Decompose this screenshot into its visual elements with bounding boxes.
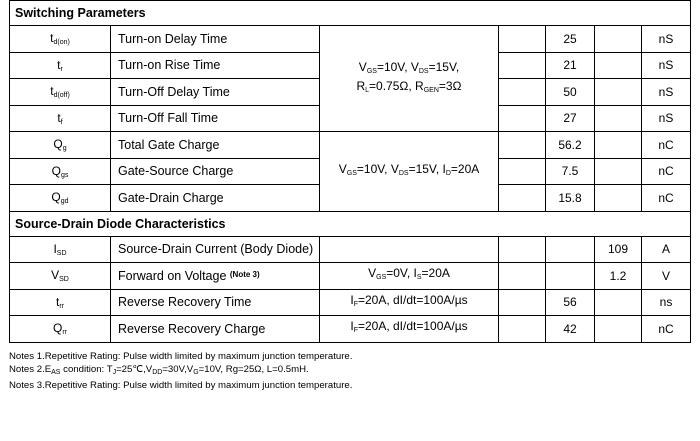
typ-cell: [546, 236, 595, 263]
parameter-cell: Gate-Drain Charge: [111, 185, 320, 212]
parameter-cell: Turn-Off Fall Time: [111, 105, 320, 132]
unit-cell: nS: [642, 105, 691, 132]
typ-cell: 56.2: [546, 132, 595, 159]
typ-cell: 27: [546, 105, 595, 132]
min-cell: [499, 105, 546, 132]
typ-cell: [546, 263, 595, 290]
unit-cell: nS: [642, 26, 691, 53]
table-row: [10, 26, 691, 53]
min-cell: [499, 158, 546, 185]
condition-cell: $I_F=20A$, dI/dt=100A/µs: [320, 289, 499, 316]
symbol-cell: $t_r$: [10, 52, 111, 79]
unit-cell: V: [642, 263, 691, 290]
symbol-cell: $I_{SD}$: [10, 236, 111, 263]
max-cell: [595, 105, 642, 132]
spec-table: [9, 0, 691, 343]
max-cell: [595, 289, 642, 316]
symbol-cell: $t_{rr}$: [10, 289, 111, 316]
typ-cell: 25: [546, 26, 595, 53]
unit-cell: nC: [642, 132, 691, 159]
condition-cell: $V_{GS}=0V$, $I_S=20A$: [320, 263, 499, 290]
min-cell: [499, 263, 546, 290]
symbol-cell: $Q_g$: [10, 132, 111, 159]
typ-cell: 21: [546, 52, 595, 79]
min-cell: [499, 52, 546, 79]
section-row: [10, 1, 691, 26]
min-cell: [499, 132, 546, 159]
min-cell: [499, 26, 546, 53]
max-cell: [595, 185, 642, 212]
max-cell: [595, 158, 642, 185]
symbol-cell: $t_{d(off)}$: [10, 79, 111, 106]
unit-cell: ns: [642, 289, 691, 316]
typ-cell: 7.5: [546, 158, 595, 185]
typ-cell: 56: [546, 289, 595, 316]
symbol-cell: $Q_{rr}$: [10, 316, 111, 343]
note-2: Notes $2.E_{AS}$ condition: $T_J=25℃,V_{DD}=30V,V_G=10V$, Rg=25Ω, L=0.5mH.: [9, 364, 309, 376]
min-cell: [499, 289, 546, 316]
section-title-switching: Switching Parameters: [10, 1, 691, 26]
symbol-cell: $t_{d(on)}$: [10, 26, 111, 53]
parameter-cell: Reverse Recovery Time: [111, 289, 320, 316]
parameter-cell: Turn-Off Delay Time: [111, 79, 320, 106]
unit-cell: nS: [642, 52, 691, 79]
max-cell: [595, 26, 642, 53]
typ-cell: 42: [546, 316, 595, 343]
max-cell: [595, 52, 642, 79]
parameter-cell: Source-Drain Current (Body Diode): [111, 236, 320, 263]
min-cell: [499, 185, 546, 212]
min-cell: [499, 79, 546, 106]
min-cell: [499, 236, 546, 263]
note-1: Notes 1.Repetitive Rating: Pulse width limited by maximum junction temperature.: [9, 351, 353, 362]
typ-cell: 50: [546, 79, 595, 106]
symbol-cell: $V_{SD}$: [10, 263, 111, 290]
notes-block: [9, 350, 352, 392]
max-cell: 1.2: [595, 263, 642, 290]
max-cell: [595, 316, 642, 343]
max-cell: 109: [595, 236, 642, 263]
note-3: Notes 3.Repetitive Rating: Pulse width limited by maximum junction temperature.: [9, 380, 353, 391]
symbol-cell: $Q_{gs}$: [10, 158, 111, 185]
parameter-cell: Gate-Source Charge: [111, 158, 320, 185]
unit-cell: nS: [642, 79, 691, 106]
section-title-diode: Source-Drain Diode Characteristics: [10, 211, 691, 236]
symbol-cell: $t_f$: [10, 105, 111, 132]
parameter-cell: Turn-on Delay Time: [111, 26, 320, 53]
table-row: [10, 236, 691, 263]
unit-cell: nC: [642, 158, 691, 185]
min-cell: [499, 316, 546, 343]
note-reference: (Note 3): [229, 269, 260, 279]
parameter-cell: Forward on Voltage $^{(Note 3)}$: [111, 263, 320, 290]
condition-cell: [320, 236, 499, 263]
parameter-cell: Total Gate Charge: [111, 132, 320, 159]
condition-cell: $I_F=20A$, dI/dt=100A/µs: [320, 316, 499, 343]
unit-cell: A: [642, 236, 691, 263]
table-row: [10, 289, 691, 316]
table-row: [10, 316, 691, 343]
max-cell: [595, 79, 642, 106]
table-row: [10, 132, 691, 159]
unit-cell: nC: [642, 316, 691, 343]
condition-cell: $V_{GS}=10V$, $V_{DS}=15V$, $R_L=0.75\Omega$, $R_{GEN}=3\Omega$: [320, 26, 499, 132]
max-cell: [595, 132, 642, 159]
typ-cell: 15.8: [546, 185, 595, 212]
parameter-cell: Reverse Recovery Charge: [111, 316, 320, 343]
condition-cell: $V_{GS}=10V$, $V_{DS}=15V$, $I_D=20A$: [320, 132, 499, 212]
unit-cell: nC: [642, 185, 691, 212]
table-row: [10, 263, 691, 290]
symbol-cell: $Q_{gd}$: [10, 185, 111, 212]
section-row: [10, 211, 691, 236]
parameter-cell: Turn-on Rise Time: [111, 52, 320, 79]
